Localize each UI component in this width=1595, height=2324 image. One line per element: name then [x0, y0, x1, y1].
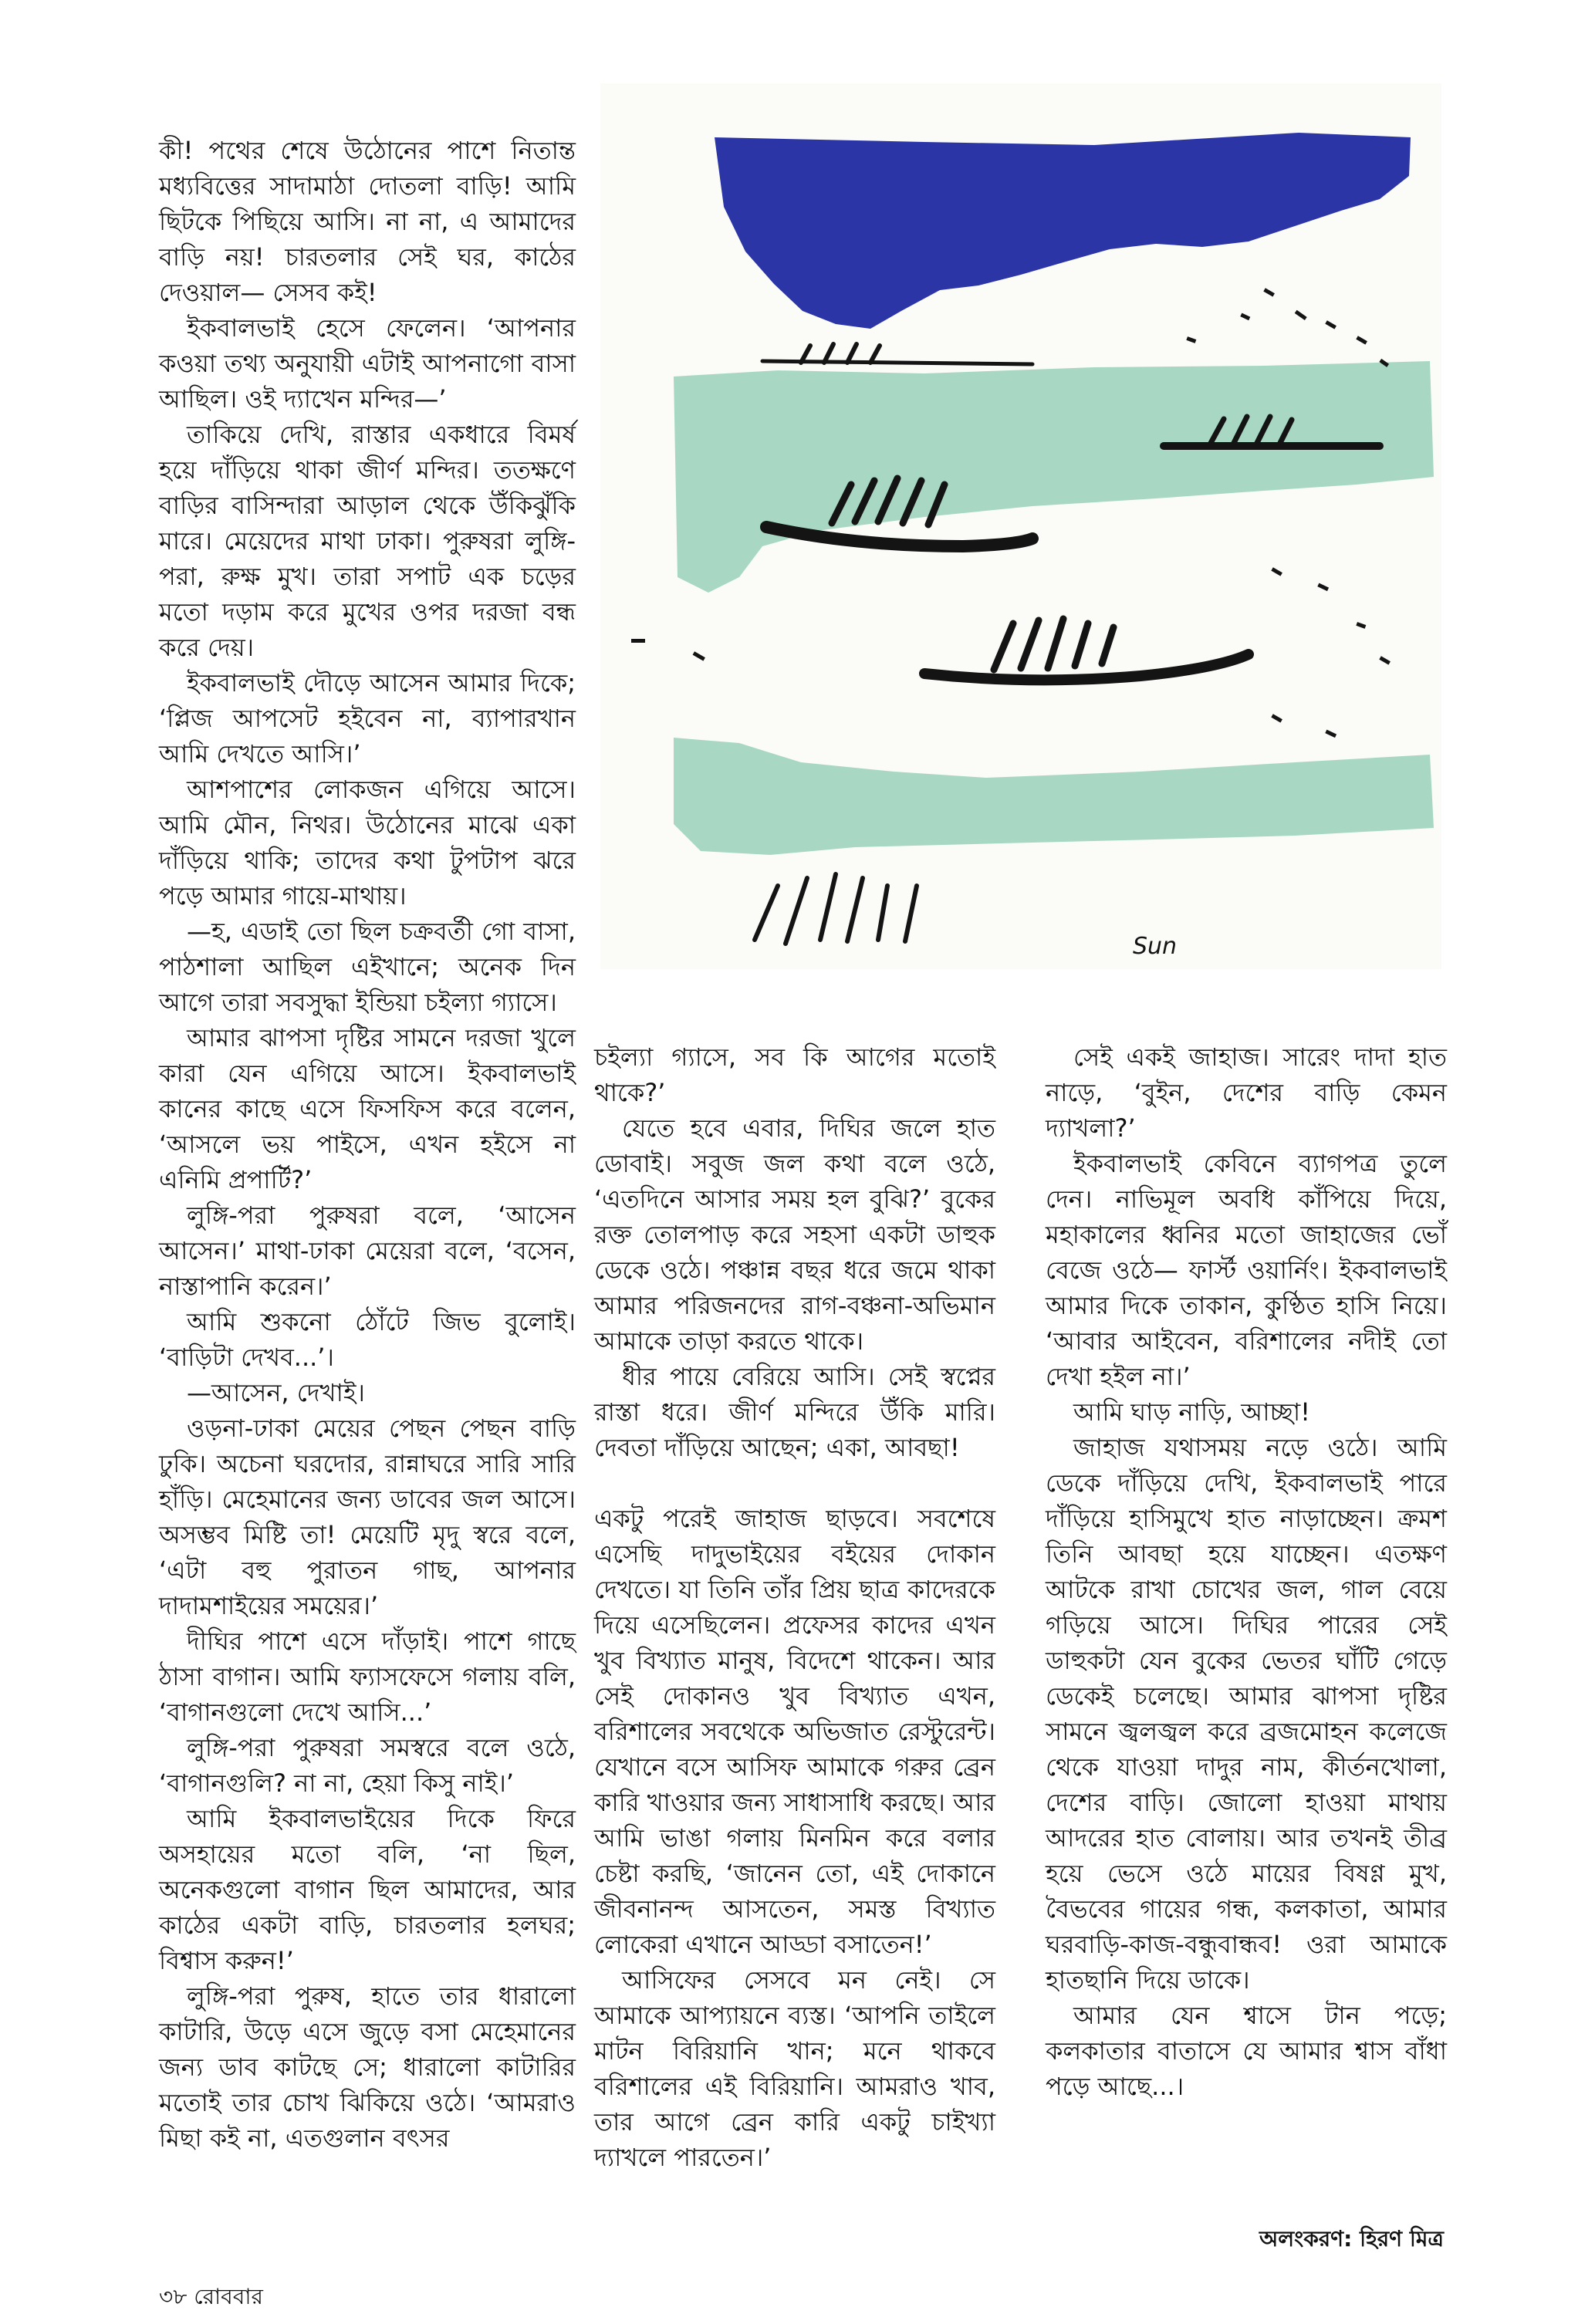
paragraph: ইকবালভাই দৌড়ে আসেন আমার দিকে; ‘প্লিজ আপসেট হইবেন না, ব্যাপারখান আমি দেখতে আসি।’ [159, 668, 576, 768]
paragraph: আমি ঘাড় নাড়ি, আচ্ছা! [1073, 1397, 1310, 1427]
paragraph: তাকিয়ে দেখি, রাস্তার একধারে বিমর্ষ হয়ে দাঁড়িয়ে থাকা জীর্ণ মন্দির। ততক্ষণে বাড়ির বাসিন্দারা আড়াল থেকে উঁকিঝুঁকি মারে। মেয়েদের মাথা ঢাকা। পুরুষরা লুঙ্গি-পরা, রুক্ষ মুখ। তারা সপাট এক চড়ের মতো দড়াম করে মুখের ওপর দরজা বন্ধ করে দেয়। [159, 420, 576, 662]
paragraph: লুঙ্গি-পরা পুরুষরা সমস্বরে বলে ওঠে, ‘বাগানগুলি? না না, হেয়া কিসু নাই।’ [159, 1733, 576, 1798]
paragraph: লুঙ্গি-পরা পুরুষ, হাতে তার ধারালো কাটারি, উড়ে এসে জুড়ে বসা মেহেমানের জন্য ডাব কাটছে সে; ধারালো কাটারির মতোই তার চোখ ঝিকিয়ে ওঠে। ‘আমরাও মিছা কই না, এতগুলান বৎসর [159, 1981, 576, 2153]
paragraph: আমার যেন শ্বাসে টান পড়ে; কলকাতার বাতাসে যে আমার শ্বাস বাঁধা পড়ে আছে...। [1046, 2001, 1447, 2101]
article-column-right [1046, 1039, 1447, 2104]
paragraph: আশপাশের লোকজন এগিয়ে আসে। আমি মৌন, নিথর। উঠোনের মাঝে একা দাঁড়িয়ে থাকি; তাদের কথা টুপটাপ ঝরে পড়ে আমার গায়ে-মাথায়। [159, 775, 576, 910]
paragraph: ধীর পায়ে বেরিয়ে আসি। সেই স্বপ্নের রাস্তা ধরে। জীর্ণ মন্দিরে উঁকি মারি। দেবতা দাঁড়িয়ে আছেন; একা, আবছা! [594, 1362, 995, 1462]
paragraph: —আসেন, দেখাই। [187, 1378, 365, 1407]
paragraph: দীঘির পাশে এসে দাঁড়াই। পাশে গাছে ঠাসা বাগান। আমি ফ্যাসফেসে গলায় বলি, ‘বাগানগুলো দেখে আসি...’ [159, 1626, 576, 1727]
page-folio: ৩৮ রোববার [159, 2284, 263, 2309]
illustration [600, 83, 1441, 969]
paragraph: ওড়না-ঢাকা মেয়ের পেছন পেছন বাড়ি ঢুকি। অচেনা ঘরদোর, রান্নাঘরে সারি সারি হাঁড়ি। মেহেমানের জন্য ডাবের জল আসে। অসম্ভব মিষ্টি তা! মেয়েটি মৃদু স্বরে বলে, ‘এটা বহু পুরাতন গাছ, আপনার দাদামশাইয়ের সময়ের।’ [159, 1414, 576, 1620]
paragraph: একটু পরেই জাহাজ ছাড়বে। সবশেষে এসেছি দাদুভাইয়ের বইয়ের দোকান দেখতে। যা তিনি তাঁর প্রিয় ছাত্র কাদেরকে দিয়ে এসেছিলেন। প্রফেসর কাদের এখন খুব বিখ্যাত মানুষ, বিদেশে থাকেন। আর সেই দোকানও খুব বিখ্যাত এখন, বরিশালের সবথেকে অভিজাত রেস্টুরেন্ট। যেখানে বসে আসিফ আমাকে গরুর ব্রেন কারি খাওয়ার জন্য সাধাসাধি করছে। আর আমি ভাঙা গলায় মিনমিন করে বলার চেষ্টা করছি, ‘জানেন তো, এই দোকানে জীবনানন্দ আসতেন, সমস্ত বিখ্যাত লোকেরা এখানে আড্ডা বসাতেন!’ [594, 1504, 995, 1959]
illustration-credit: অলংকরণ: হিরণ মিত্র [1259, 2226, 1444, 2251]
paragraph: আমি ইকবালভাইয়ের দিকে ফিরে অসহায়ের মতো বলি, ‘না ছিল, অনেকগুলো বাগান ছিল আমাদের, আর কাঠের একটা বাড়ি, চারতলার হলঘর; বিশ্বাস করুন!’ [159, 1804, 576, 1975]
paragraph: কী! পথের শেষে উঠোনের পাশে নিতান্ত মধ্যবিত্তের সাদামাঠা দোতলা বাড়ি! আমি ছিটকে পিছিয়ে আসি। না না, এ আমাদের বাড়ি নয়! চারতলার সেই ঘর, কাঠের দেওয়াল— সেসব কই! [159, 136, 576, 307]
paragraph: আসিফের সেসবে মন নেই। সে আমাকে আপ্যায়নে ব্যস্ত। ‘আপনি তাইলে মাটন বিরিয়ানি খান; মনে থাকবে বরিশালের এই বিরিয়ানি। আমরাও খাব, তার আগে ব্রেন কারি একটু চাইখ্যা দ্যাখলে পারতেন।’ [594, 1965, 995, 2172]
article-column-left [159, 133, 576, 2156]
article-column-middle [594, 1039, 995, 2175]
paragraph: লুঙ্গি-পরা পুরুষরা বলে, ‘আসেন আসেন।’ মাথা-ঢাকা মেয়েরা বলে, ‘বসেন, নাস্তাপানি করেন।’ [159, 1201, 576, 1301]
artist-signature: Sun [1133, 933, 1178, 960]
paragraph: ইকবালভাই কেবিনে ব্যাগপত্র তুলে দেন। নাভিমূল অবধি কাঁপিয়ে দিয়ে, মহাকালের ধ্বনির মতো জাহাজের ভোঁ বেজে ওঠে— ফার্স্ট ওয়ার্নিং। ইকবালভাই আমার দিকে তাকান, কুণ্ঠিত হাসি নিয়ে। ‘আবার আইবেন, বরিশালের নদীই তো দেখা হইল না।’ [1046, 1149, 1447, 1391]
paragraph: ইকবালভাই হেসে ফেলেন। ‘আপনার কওয়া তথ্য অনুযায়ী এটাই আপনাগো বাসা আছিল। ওই দ্যাখেন মন্দির—’ [159, 313, 576, 414]
paragraph: —হ, এডাই তো ছিল চক্রবর্তী গো বাসা, পাঠশালা আছিল এইখানে; অনেক দিন আগে তারা সবসুদ্ধা ইন্ডিয়া চইল্যা গ্যাসে। [159, 917, 576, 1017]
illustration-artwork [600, 83, 1441, 969]
paragraph: জাহাজ যথাসময় নড়ে ওঠে। আমি ডেকে দাঁড়িয়ে দেখি, ইকবালভাই পারে দাঁড়িয়ে হাসিমুখে হাত নাড়াচ্ছেন। ক্রমশ তিনি আবছা হয়ে যাচ্ছেন। এতক্ষণ আটকে রাখা চোখের জল, গাল বেয়ে গড়িয়ে আসে। দিঘির পারের সেই ডাহুকটা যেন বুকের ভেতর ঘাঁটি গেড়ে ডেকেই চলেছে। আমার ঝাপসা দৃষ্টির সামনে জ্বলজ্বল করে ব্রজমোহন কলেজে থেকে যাওয়া দাদুর নাম, কীর্তনখোলা, দেশের বাড়ি। জোলো হাওয়া মাথায় আদরের হাত বোলায়। আর তখনই তীব্র হয়ে ভেসে ওঠে মায়ের বিষণ্ণ মুখ, বৈভবের গায়ের গন্ধ, কলকাতা, আমার ঘরবাড়ি-কাজ-বন্ধুবান্ধব! ওরা আমাকে হাতছানি দিয়ে ডাকে। [1046, 1433, 1447, 1995]
paragraph: আমার ঝাপসা দৃষ্টির সামনে দরজা খুলে কারা যেন এগিয়ে আসে। ইকবালভাই কানের কাছে এসে ফিসফিস করে বলেন, ‘আসলে ভয় পাইসে, এখন হইসে না এনিমি প্রপার্টি?’ [159, 1023, 576, 1194]
paragraph: সেই একই জাহাজ। সারেং দাদা হাত নাড়ে, ‘বুইন, দেশের বাড়ি কেমন দ্যাখলা?’ [1046, 1042, 1447, 1143]
paragraph: চইল্যা গ্যাসে, সব কি আগের মতোই থাকে?’ [594, 1042, 995, 1107]
paragraph: যেতে হবে এবার, দিঘির জলে হাত ডোবাই। সবুজ জল কথা বলে ওঠে, ‘এতদিনে আসার সময় হল বুঝি?’ বুকের রক্ত তোলপাড় করে সহসা একটা ডাহুক ডেকে ওঠে। পঞ্চান্ন বছর ধরে জমে থাকা আমার পরিজনদের রাগ-বঞ্চনা-অভিমান আমাকে তাড়া করতে থাকে। [594, 1113, 995, 1356]
paragraph: আমি শুকনো ঠোঁটে জিভ বুলোই। ‘বাড়িটা দেখব...’। [159, 1307, 576, 1372]
